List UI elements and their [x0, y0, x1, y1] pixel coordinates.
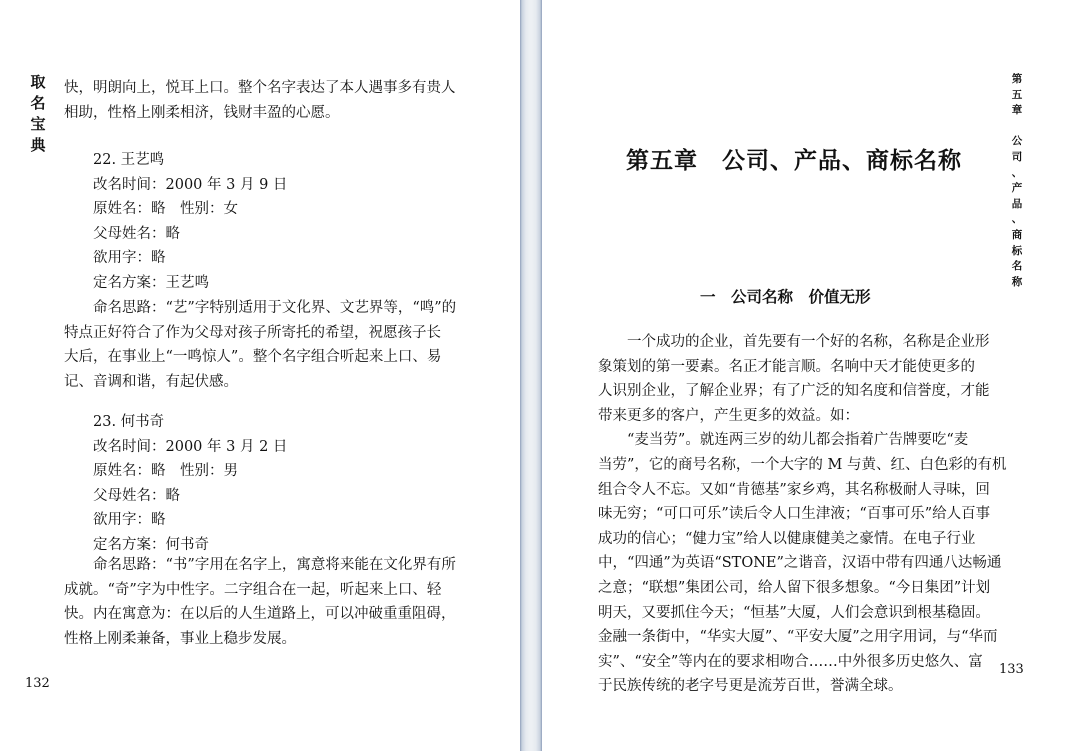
- text-line: 一个成功的企业，首先要有一个好的名称，名称是企业形: [627, 334, 990, 350]
- text-line: 组合令人不忘。又如“肯德基”家乡鸡，其名称极耐人寻味，回: [598, 481, 990, 498]
- side-title-char: 产: [1011, 182, 1023, 195]
- parents-names: 父母姓名：略: [93, 487, 180, 504]
- text-line: 中，“四通”为英语“STONE”之谐音，汉语中带有四通八达畅通: [598, 555, 1002, 572]
- change-time: 改名时间：2000 年 3 月 2 日: [93, 438, 288, 455]
- side-title-char: 、: [1011, 166, 1023, 179]
- original-name: 原姓名：略 性别：男: [93, 463, 238, 480]
- text-line: 带来更多的客户，产生更多的效益。如：: [598, 407, 859, 424]
- page-number: 133: [999, 662, 1024, 677]
- page-number: 132: [25, 676, 50, 691]
- text-line: 记、音调和谐，有起伏感。: [64, 373, 238, 390]
- section-body: [598, 330, 1007, 699]
- text-line: 大后，在事业上“一鸣惊人”。整个名字组合听起来上口、易: [64, 349, 442, 366]
- naming-plan: 定名方案：何书奇: [93, 536, 209, 553]
- entry-22-idea: [64, 296, 464, 394]
- chapter-title: 第五章 公司、产品、商标名称: [626, 148, 962, 174]
- entry-23-idea: [64, 553, 464, 651]
- naming-plan: 定名方案：王艺鸣: [93, 274, 209, 291]
- side-title-char: 典: [30, 136, 46, 154]
- side-title-char: 取: [30, 73, 46, 91]
- text-line: 快，明朗向上，悦耳上口。整个名字表达了本人遇事多有贵人: [64, 80, 456, 96]
- text-line: 成功的信心；“健力宝”给人以健康健美之豪情。在电子行业: [598, 530, 976, 547]
- text-line: 金融一条街中，“华实大厦”、“平安大厦”之用字用词，与“华而: [598, 629, 998, 646]
- text-line: 命名思路：“艺”字特别适用于文化界、文艺界等，“鸣”的: [93, 300, 457, 316]
- text-line: 相助，性格上刚柔相济，钱财丰盈的心愿。: [64, 104, 340, 121]
- text-line: 成就。“奇”字为中性字。二字组合在一起，听起来上口、轻: [64, 581, 442, 598]
- side-title-char: 第: [1011, 73, 1023, 85]
- original-name: 原姓名：略 性别：女: [93, 201, 238, 218]
- entry-heading: 22. 王艺鸣: [93, 152, 165, 168]
- text-line: 特点正好符合了作为父母对孩子所寄托的希望，祝愿孩子长: [64, 324, 441, 341]
- side-title-char: 五: [1011, 88, 1023, 101]
- text-line: 命名思路：“书”字用在名字上，寓意将来能在文化界有所: [93, 557, 456, 573]
- change-time: 改名时间：2000 年 3 月 9 日: [93, 176, 288, 193]
- right-page: [542, 0, 1067, 751]
- chapter-side-title: [1006, 72, 1028, 290]
- side-title-char: 品: [1011, 197, 1023, 210]
- side-title-char: 标: [1011, 244, 1023, 257]
- side-title-char: 名: [30, 94, 46, 112]
- section-title: 一 公司名称 价值无形: [700, 288, 871, 306]
- text-line: 于民族传统的老字号更是流芳百世，誉满全球。: [598, 678, 903, 695]
- text-line: 味无穷；“可口可乐”读后令人口生津液；“百事可乐”给人百事: [598, 506, 991, 523]
- text-line: 当劳”，它的商号名称，一个大字的 M 与黄、红、白色彩的有机: [598, 456, 1007, 473]
- desired-character: 欲用字：略: [93, 512, 166, 529]
- entry-23: [93, 410, 287, 558]
- text-line: 明天，又要抓住今天；“恒基”大厦，人们会意识到根基稳固。: [598, 604, 990, 621]
- text-line: 实”、“安全”等内在的要求相吻合……中外很多历史悠久、富: [598, 653, 983, 670]
- entry-heading: 23. 何书奇: [93, 414, 165, 430]
- desired-character: 欲用字：略: [93, 250, 166, 267]
- text-line: 之意；“联想”集团公司，给人留下很多想象。“今日集团”计划: [598, 579, 991, 596]
- side-title-char: 章: [1011, 104, 1023, 117]
- side-title-char: 宝: [30, 115, 46, 133]
- side-title-char: 商: [1011, 228, 1023, 241]
- text-line: 人识别企业，了解企业界；有了广泛的知名度和信誉度，才能: [598, 383, 990, 400]
- text-line: 快。内在寓意为：在以后的人生道路上，可以冲破重重阻碍，: [64, 606, 456, 623]
- intro-paragraph: [64, 76, 464, 125]
- side-title-char: 公: [1011, 135, 1023, 148]
- side-title-char: 、: [1011, 213, 1023, 226]
- side-title-char: 称: [1011, 275, 1023, 288]
- text-line: “麦当劳”。就连两三岁的幼儿都会指着广告牌要吃“麦: [627, 432, 969, 449]
- book-side-title: [28, 72, 48, 156]
- left-page: [0, 0, 520, 751]
- entry-22: [93, 148, 287, 296]
- parents-names: 父母姓名：略: [93, 225, 180, 242]
- side-title-char: 名: [1011, 260, 1023, 273]
- page-gutter: [520, 0, 542, 751]
- side-title-char: 司: [1011, 150, 1023, 163]
- side-title-char: [1006, 119, 1028, 135]
- text-line: 性格上刚柔兼备，事业上稳步发展。: [64, 630, 296, 647]
- text-line: 象策划的第一要素。名正才能言顺。名响中天才能使更多的: [598, 358, 975, 375]
